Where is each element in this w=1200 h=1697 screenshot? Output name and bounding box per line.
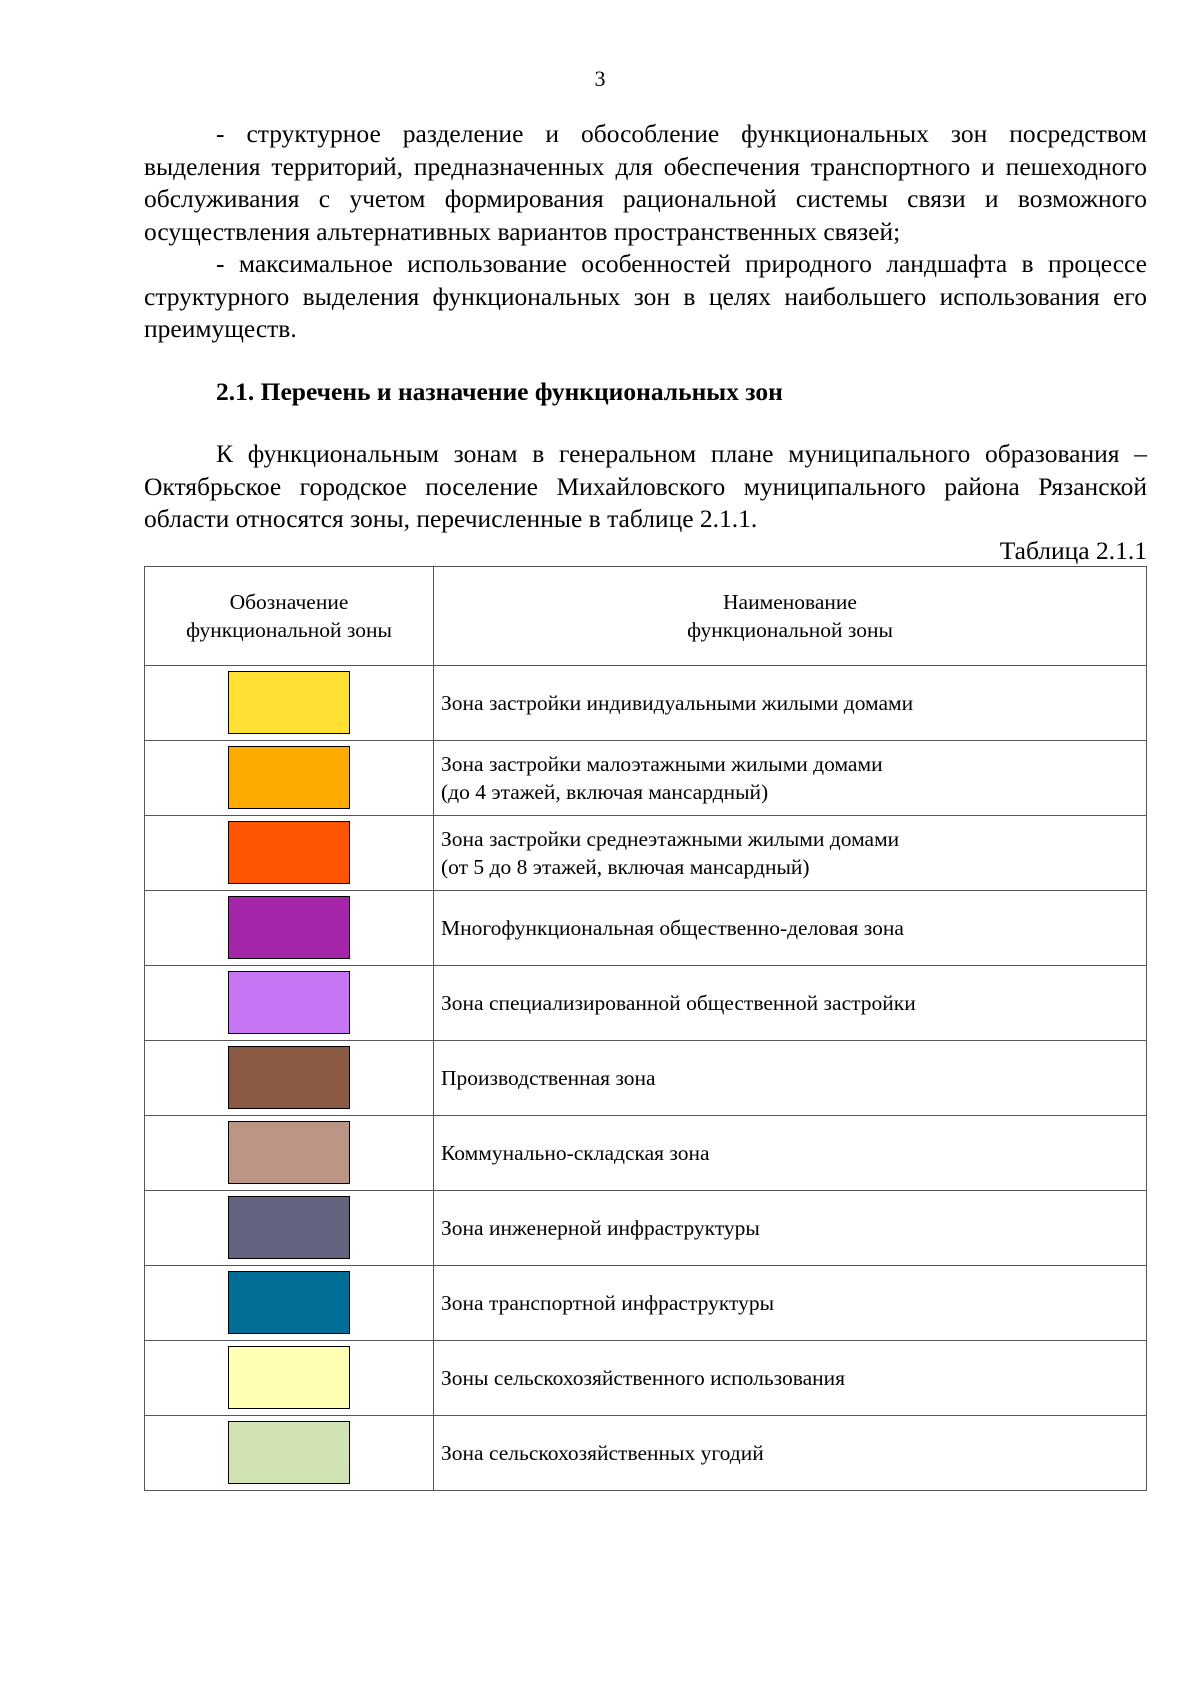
table-row (145, 665, 1147, 740)
table-header-row (145, 566, 1147, 665)
table-row (145, 1115, 1147, 1190)
table-body (145, 665, 1147, 1490)
table-row (145, 890, 1147, 965)
header-designation: Обозначение функциональной зоны (145, 566, 434, 665)
zone-name-line: Коммунально-складская зона (441, 1140, 710, 1165)
zone-color-swatch (228, 671, 350, 734)
zone-color-swatch (228, 1421, 350, 1484)
zone-color-swatch (228, 821, 350, 884)
zone-name-cell (434, 1415, 1147, 1490)
zone-name-line: Зона застройки малоэтажными жилыми домами (441, 751, 883, 776)
document-body (144, 118, 1147, 1491)
zone-swatch-cell (145, 1115, 434, 1190)
zone-name-cell (434, 665, 1147, 740)
zone-color-swatch (228, 1121, 350, 1184)
zone-name-cell (434, 815, 1147, 890)
intro-paragraph: К функциональным зонам в генеральном плане муниципального образования – Октябрьское городское поселение Михайловского муниципального района Рязанской области относятся зоны, перечисленные в таблице 2.1.1. (144, 439, 1147, 533)
zone-color-swatch (228, 896, 350, 959)
zone-color-swatch (228, 971, 350, 1034)
table-row (145, 1265, 1147, 1340)
zone-name-cell (434, 740, 1147, 815)
zone-name-line: Зона специализированной общественной застройки (441, 990, 916, 1015)
table-row (145, 815, 1147, 890)
zone-swatch-cell (145, 665, 434, 740)
zone-swatch-cell (145, 1340, 434, 1415)
zone-swatch-cell (145, 890, 434, 965)
zone-swatch-cell (145, 1040, 434, 1115)
zone-name-cell (434, 1115, 1147, 1190)
functional-zones-table (144, 566, 1147, 1491)
zone-color-swatch (228, 1046, 350, 1109)
paragraph-landscape-usage: - максимальное использование особенностей природного ландшафта в процессе структурного выделения функциональных зон в целях наибольшего использования его преимуществ. (144, 249, 1147, 343)
section-heading: 2.1. Перечень и назначение функциональных зон (216, 376, 783, 406)
zone-color-swatch (228, 1346, 350, 1409)
table-row (145, 1190, 1147, 1265)
zone-name-line: Производственная зона (441, 1065, 656, 1090)
zone-color-swatch (228, 1196, 350, 1259)
zone-swatch-cell (145, 1265, 434, 1340)
zone-name-cell (434, 1265, 1147, 1340)
zone-swatch-cell (145, 1190, 434, 1265)
table-row (145, 1040, 1147, 1115)
zone-swatch-cell (145, 815, 434, 890)
header-zone-name: Наименование функциональной зоны (434, 566, 1147, 665)
zone-name-line: Зона транспортной инфраструктуры (441, 1290, 775, 1315)
zone-swatch-cell (145, 1415, 434, 1490)
paragraph-structural-separation: - структурное разделение и обособление функциональных зон посредством выделения территорий, предназначенных для обеспечения транспортного и пешеходного обслуживания с учетом формирования рациональной системы связи и возможного осуществления альтернативных вариантов пространственных связей; (144, 119, 1147, 246)
zone-name-line: Зона сельскохозяйственных угодий (441, 1440, 764, 1465)
table-caption: Таблица 2.1.1 (999, 535, 1147, 565)
zone-name-line: Зоны сельскохозяйственного использования (441, 1365, 846, 1390)
table-row (145, 1415, 1147, 1490)
zone-name-cell (434, 1340, 1147, 1415)
zone-name-line: Многофункциональная общественно-деловая зона (441, 915, 904, 940)
zone-swatch-cell (145, 965, 434, 1040)
zone-name-line: Зона застройки индивидуальными жилыми домами (441, 690, 914, 715)
zone-name-line: (от 5 до 8 этажей, включая мансардный) (441, 854, 810, 879)
zone-name-line: (до 4 этажей, включая мансардный) (441, 779, 769, 804)
zone-name-cell (434, 1190, 1147, 1265)
page-number: 3 (594, 66, 606, 91)
zone-name-cell (434, 965, 1147, 1040)
table-row (145, 740, 1147, 815)
zone-name-cell (434, 890, 1147, 965)
table-row (145, 965, 1147, 1040)
zone-color-swatch (228, 746, 350, 809)
zone-name-line: Зона инженерной инфраструктуры (441, 1215, 760, 1240)
zone-swatch-cell (145, 740, 434, 815)
zone-name-line: Зона застройки среднеэтажными жилыми домами (441, 826, 900, 851)
table-row (145, 1340, 1147, 1415)
zone-color-swatch (228, 1271, 350, 1334)
zone-name-cell (434, 1040, 1147, 1115)
